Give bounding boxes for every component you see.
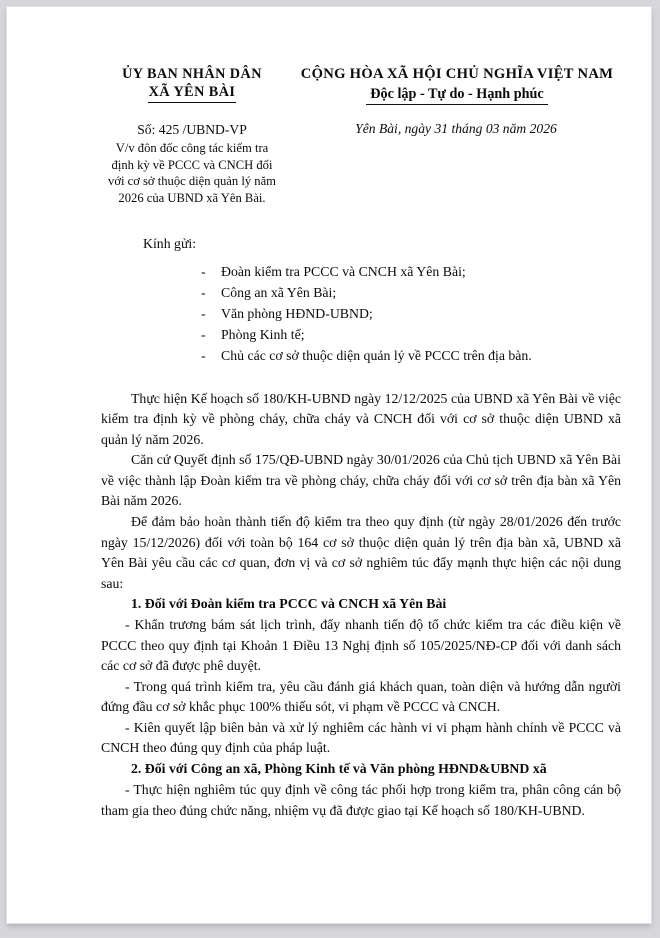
document-content-area	[101, 7, 621, 923]
body-paragraph-3: Để đảm bảo hoàn thành tiến độ kiểm tra theo quy định (từ ngày 28/01/2026 đến trước ngày 15/12/2026) đối với toàn bộ 164 cơ sở thuộc diện quản lý trên địa bàn xã, UBND xã Yên Bài yêu cầu các cơ quan, đơn vị và cơ sở nghiêm túc đẩy mạnh thực hiện các nội dung sau:	[101, 514, 621, 591]
issuing-authority-line2: XÃ YÊN BÀI	[148, 83, 237, 103]
recipient-name: Phòng Kinh tế;	[221, 326, 305, 342]
place-and-date: Yên Bài, ngày 31 tháng 03 năm 2026	[355, 121, 557, 137]
national-motto: Độc lập - Tự do - Hạnh phúc	[366, 85, 547, 105]
list-bullet: -	[201, 263, 206, 279]
document-masthead	[101, 7, 621, 105]
recipient-name: Công an xã Yên Bài;	[221, 284, 337, 300]
section-2-heading: 2. Đối với Công an xã, Phòng Kinh tế và Văn phòng HĐND&UBND xã	[131, 761, 547, 777]
document-body	[101, 389, 621, 821]
body-paragraph-1: Thực hiện Kế hoạch số 180/KH-UBND ngày 12/12/2025 của UBND xã Yên Bài về việc kiểm tra định kỳ về phòng cháy, chữa cháy và CNCH đối với cơ sở thuộc diện UBND xã quản lý năm 2026.	[101, 390, 621, 447]
national-title: CỘNG HÒA XÃ HỘI CHỦ NGHĨA VIỆT NAM	[300, 66, 614, 82]
issuing-authority-block	[101, 65, 283, 103]
list-item	[201, 325, 621, 346]
recipient-list	[201, 262, 621, 367]
list-bullet: -	[201, 284, 206, 300]
section-1-item-3: - Kiên quyết lập biên bản và xử lý nghiêm các hành vi vi phạm hành chính về PCCC và CNCH theo đúng quy định của pháp luật.	[101, 719, 621, 756]
section-1-item-1: - Khẩn trương bám sát lịch trình, đẩy nhanh tiến độ tổ chức kiểm tra các điều kiện về PCCC theo quy định tại Khoản 1 Điều 13 Nghị định số 105/2025/NĐ-CP đối với danh sách các cơ sở đã được phê duyệt.	[101, 617, 621, 674]
list-item	[201, 283, 621, 304]
recipient-name: Đoàn kiểm tra PCCC và CNCH xã Yên Bài;	[221, 263, 466, 279]
list-bullet: -	[201, 326, 206, 342]
section-1-heading: 1. Đối với Đoàn kiểm tra PCCC và CNCH xã Yên Bài	[131, 596, 447, 612]
body-paragraph-2: Căn cứ Quyết định số 175/QĐ-UBND ngày 30/01/2026 của Chủ tịch UBND xã Yên Bài về việc thành lập Đoàn kiểm tra về phòng cháy, chữa cháy đối với cơ sở trên địa bàn xã Yên Bài năm 2026.	[101, 452, 621, 509]
recipient-name: Văn phòng HĐND-UBND;	[221, 305, 373, 321]
national-heading-block	[283, 65, 621, 105]
document-page	[6, 6, 652, 924]
list-item	[201, 304, 621, 325]
section-2-item-1: - Thực hiện nghiêm túc quy định về công tác phối hợp trong kiểm tra, phân công cán bộ tham gia theo đúng chức năng, nhiệm vụ đã được giao tại Kế hoạch số 180/KH-UBND.	[101, 781, 621, 818]
list-bullet: -	[201, 305, 206, 321]
reference-number-block	[101, 121, 283, 206]
addressee-label: Kính gửi:	[143, 235, 197, 251]
place-date-block	[283, 121, 621, 137]
section-1-item-2: - Trong quá trình kiểm tra, yêu cầu đánh giá khách quan, toàn diện và hướng dẫn người đứng đầu cơ sở khắc phục 100% thiếu sót, vi phạm về PCCC và CNCH.	[101, 678, 621, 715]
list-item	[201, 262, 621, 283]
recipient-name: Chủ các cơ sở thuộc diện quản lý về PCCC trên địa bàn.	[221, 347, 532, 363]
issuing-authority-line1: ỦY BAN NHÂN DÂN	[122, 66, 262, 82]
document-subject: V/v đôn đốc công tác kiểm tra định kỳ về PCCC và CNCH đối với cơ sở thuộc diện quản lý năm 2026 của UBND xã Yên Bài.	[108, 141, 276, 205]
list-bullet: -	[201, 347, 206, 363]
reference-row	[101, 121, 621, 206]
document-number: Số: 425 /UBND-VP	[137, 122, 247, 138]
list-item	[201, 346, 621, 367]
